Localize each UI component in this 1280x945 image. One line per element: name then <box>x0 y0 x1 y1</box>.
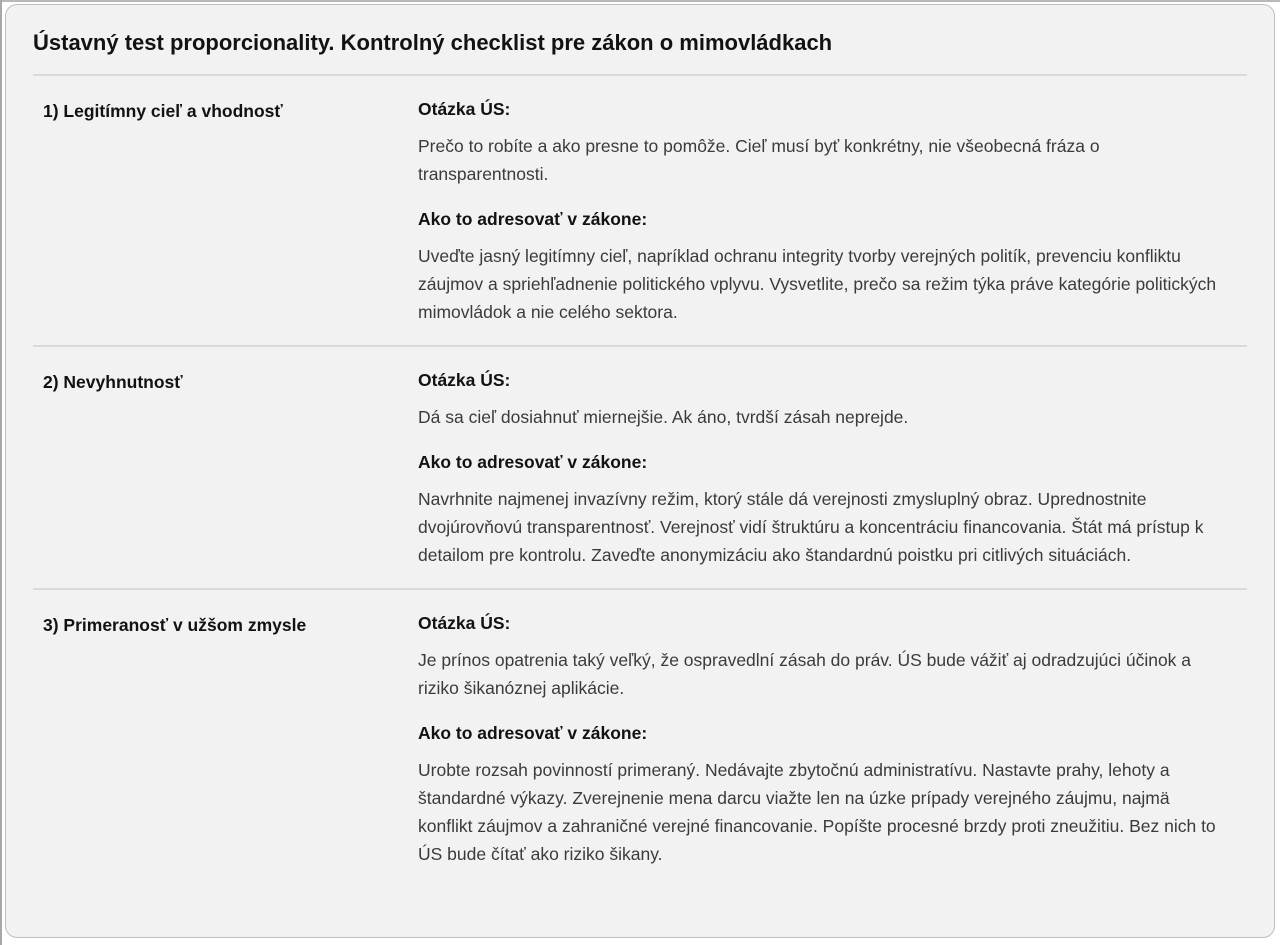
checklist-row-3 <box>33 590 1247 887</box>
row-2-address-heading: Ako to adresovať v zákone: <box>418 452 648 472</box>
row-3-question-text: Je prínos opatrenia taký veľký, že ospravedlní zásah do práv. ÚS bude vážiť aj odradzujúci účinok a riziko šikanóznej aplikácie. <box>418 650 1192 698</box>
row-2-address-text: Navrhnite najmenej invazívny režim, ktorý stále dá verejnosti zmysluplný obraz. Uprednostnite dvojúrovňovú transparentnosť. Verejnosť vidí štruktúru a koncentráciu financovania. Štát má prístup k detailom pre kontrolu. Zaveďte anonymizáciu ako štandardnú poistku pri citlivých situáciách. <box>418 489 1204 565</box>
checklist-row-2 <box>33 347 1247 588</box>
row-3-label: 3) Primeranosť v užšom zmysle <box>43 615 307 635</box>
row-2-question-text: Dá sa cieľ dosiahnuť miernejšie. Ak áno, tvrdší zásah neprejde. <box>418 407 909 427</box>
row-2-question-heading: Otázka ÚS: <box>418 370 511 390</box>
window-left-edge <box>0 0 2 945</box>
checklist-row-1 <box>33 76 1247 345</box>
window-top-edge <box>0 0 1280 2</box>
row-1-question-text: Prečo to robíte a ako presne to pomôže. Cieľ musí byť konkrétny, nie všeobecná fráza o transparentnosti. <box>418 136 1100 184</box>
row-3-address-heading: Ako to adresovať v zákone: <box>418 723 648 743</box>
row-2-label: 2) Nevyhnutnosť <box>43 372 183 392</box>
row-1-label: 1) Legitímny cieľ a vhodnosť <box>43 101 283 121</box>
row-3-address-text: Urobte rozsah povinností primeraný. Nedávajte zbytočnú administratívu. Nastavte prahy, lehoty a štandardné výkazy. Zverejnenie mena darcu viažte len na úzke prípady verejného záujmu, najmä konflikt záujmov a zahraničné verejné financovanie. Popíšte procesné brzdy proti zneužitiu. Bez nich to ÚS bude čítať ako riziko šikany. <box>418 760 1216 864</box>
proportionality-checklist-card <box>5 4 1275 938</box>
row-3-question-heading: Otázka ÚS: <box>418 613 511 633</box>
row-1-address-text: Uveďte jasný legitímny cieľ, napríklad ochranu integrity tvorby verejných politík, prevenciu konfliktu záujmov a spriehľadnenie politického vplyvu. Vysvetlite, prečo sa režim týka práve kategórie politických mimovládok a nie celého sektora. <box>418 246 1217 322</box>
row-1-content <box>418 97 1223 326</box>
row-2-content <box>418 368 1223 569</box>
row-1-address-heading: Ako to adresovať v zákone: <box>418 209 648 229</box>
page-title: Ústavný test proporcionality. Kontrolný checklist pre zákon o mimovládkach <box>33 30 833 55</box>
row-1-question-heading: Otázka ÚS: <box>418 99 511 119</box>
row-3-content <box>418 611 1223 868</box>
